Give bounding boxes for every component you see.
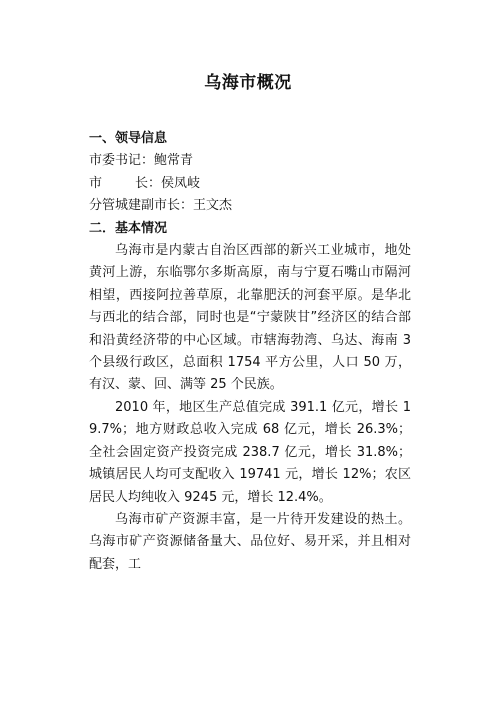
paragraph-economy: 2010 年，地区生产总值完成 391.1 亿元，增长 19.7%；地方财政总收入完成 68 亿元，增长 26.3%；全社会固定资产投资完成 238.7 亿元，增长 31.8%；城镇居民人均可支配收入 19741 元，增长 12%；农区居民人均纯收入 9245 元，增长 12.4%。 <box>89 399 411 505</box>
leader-name: 侯凤岐 <box>161 175 201 191</box>
leader-label: 分管城建副市长： <box>89 198 194 214</box>
section-heading-basic-info: 二．基本情况 <box>89 220 168 236</box>
leader-line-mayor <box>89 173 411 195</box>
paragraph-resources: 乌海市矿产资源丰富，是一片待开发建设的热土。乌海市矿产资源储备量大、品位好、易开采，并且相对配套，工 <box>89 511 411 572</box>
leader-label: 市委书记： <box>89 153 155 169</box>
leader-label: 市 <box>89 175 103 191</box>
document-body <box>89 128 411 576</box>
document-title: 乌海市概况 <box>204 73 292 93</box>
leader-name: 鲍常青 <box>154 153 194 169</box>
paragraph-overview: 乌海市是内蒙古自治区西部的新兴工业城市，地处黄河上游，东临鄂尔多斯高原，南与宁夏石嘴山市隔河相望，西接阿拉善草原，北靠肥沃的河套平原。是华北与西北的结合部，同时也是“宁蒙陕甘”经济区的结合部和沿黄经济带的中心区域。市辖海勃湾、乌达、海南 3 个县级行政区，总面积 1754 平方公里，人口 50 万，有汉、蒙、回、满等 25 个民族。 <box>89 243 411 393</box>
leader-name: 王文杰 <box>193 198 233 214</box>
leader-label: 长： <box>135 175 162 191</box>
leader-line-party-secretary <box>89 150 411 172</box>
leader-line-vice-mayor <box>89 195 411 217</box>
section-heading-leadership: 一、领导信息 <box>89 131 168 146</box>
